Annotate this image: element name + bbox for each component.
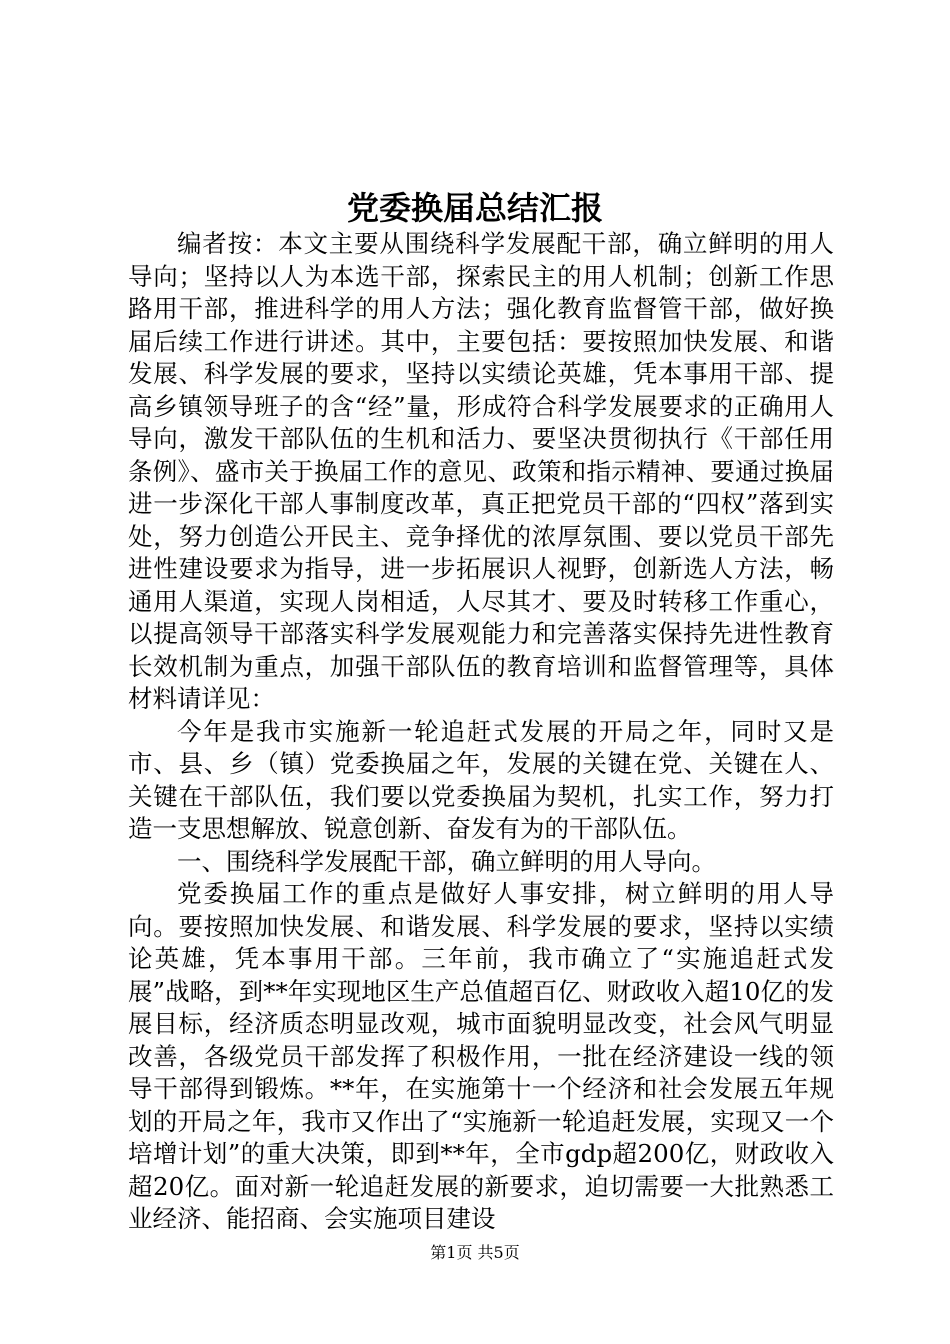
section-heading: 一、围绕科学发展配干部，确立鲜明的用人导向。: [177, 846, 716, 876]
document-title: 党委换届总结汇报: [346, 189, 603, 227]
document-body: [128, 228, 834, 1236]
intro-paragraph: 今年是我市实施新一轮追赶式发展的开局之年，同时又是市、县、乡（镇）党委换届之年，发展的关键在党、关键在人、关键在干部队伍，我们要以党委换届为契机，扎实工作，努力打造一支思想解放、锐意创新、奋发有为的干部队伍。: [128, 716, 834, 843]
section-paragraph: 党委换届工作的重点是做好人事安排，树立鲜明的用人导向。要按照加快发展、和谐发展、科学发展的要求，坚持以实绩论英雄，凭本事用干部。三年前，我市确立了“实施追赶式发展”战略，到**年实现地区生产总值超百亿、财政收入超10亿的发展目标，经济质态明显改观，城市面貌明显改变，社会风气明显改善，各级党员干部发挥了积极作用，一批在经济建设一线的领导干部得到锻炼。**年，在实施第十一个经济和社会发展五年规划的开局之年，我市又作出了“实施新一轮追赶发展，实现又一个培增计划”的重大决策，即到**年，全市gdp超200亿，财政收入超20亿。面对新一轮追赶发展的新要求，迫切需要一大批熟悉工业经济、能招商、会实施项目建设: [128, 879, 834, 1233]
editor-note-paragraph: 编者按：本文主要从围绕科学发展配干部，确立鲜明的用人导向；坚持以人为本选干部，探索民主的用人机制；创新工作思路用干部，推进科学的用人方法；强化教育监督管干部，做好换届后续工作进行讲述。其中，主要包括：要按照加快发展、和谐发展、科学发展的要求，坚持以实绩论英雄，凭本事用干部、提高乡镇领导班子的含“经”量，形成符合科学发展要求的正确用人导向，激发干部队伍的生机和活力、要坚决贯彻执行《干部任用条例》、盛市关于换届工作的意见、政策和指示精神、要通过换届进一步深化干部人事制度改革，真正把党员干部的“四权”落到实处，努力创造公开民主、竞争择优的浓厚氛围、要以党员干部先进性建设要求为指导，进一步拓展识人视野，创新选人方法，畅通用人渠道，实现人岗相适，人尽其才、要及时转移工作重心，以提高领导干部落实科学发展观能力和完善落实保持先进性教育长效机制为重点，加强干部队伍的教育培训和监督管理等，具体材料请详见：: [128, 229, 834, 713]
page-footer: 第1页 共5页: [430, 1243, 520, 1262]
